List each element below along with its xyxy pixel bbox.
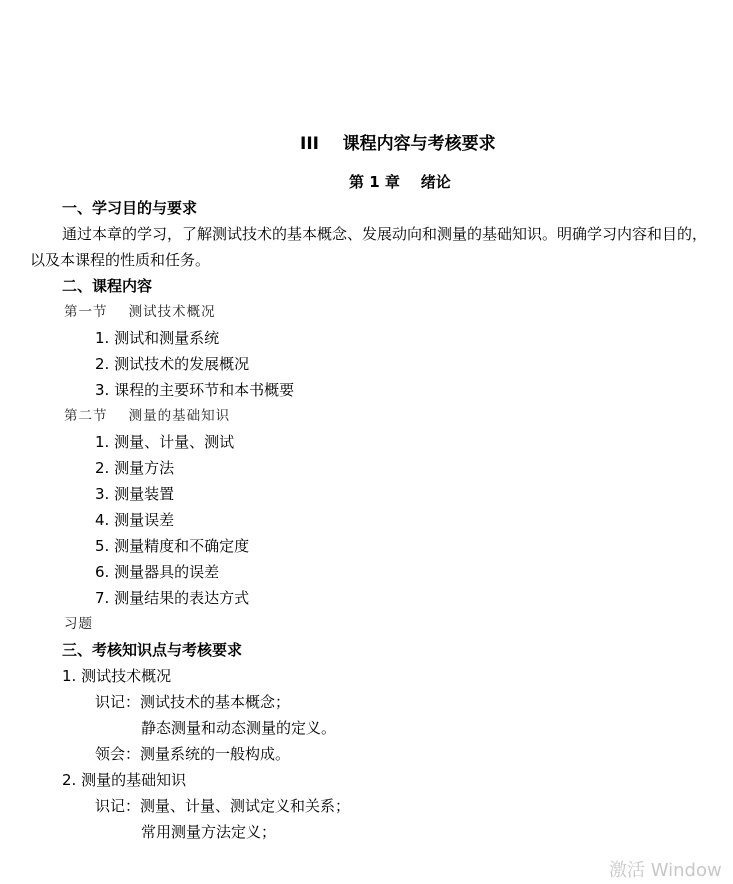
activate-windows-watermark: 激活 Window: [609, 860, 722, 881]
subsection-title-1: 第一节 测试技术概况: [64, 304, 216, 320]
list-item: 2. 测试技术的发展概况: [95, 355, 250, 373]
assessment-understand-line: 领会：测量系统的一般构成。: [95, 745, 291, 763]
list-item: 2. 测量方法: [95, 459, 175, 477]
list-item: 3. 课程的主要环节和本书概要: [95, 381, 295, 399]
part-title: III 课程内容与考核要求: [300, 134, 496, 154]
list-item: 4. 测量误差: [95, 511, 175, 529]
section-heading-content: 二、课程内容: [62, 277, 153, 295]
list-item: 5. 测量精度和不确定度: [95, 537, 250, 555]
chapter-title: 第 1 章 绪论: [349, 173, 451, 191]
section-heading-assessment: 三、考核知识点与考核要求: [62, 641, 243, 659]
list-item: 6. 测量器具的误差: [95, 563, 220, 581]
assessment-recall-line: 静态测量和动态测量的定义。: [141, 719, 337, 737]
list-item: 7. 测量结果的表达方式: [95, 589, 250, 607]
assessment-point-1-title: 1. 测试技术概况: [62, 667, 172, 685]
objectives-paragraph-line-2: 以及本课程的性质和任务。: [30, 251, 211, 269]
list-item: 1. 测试和测量系统: [95, 329, 220, 347]
section-heading-objectives: 一、学习目的与要求: [62, 199, 198, 217]
list-item: 1. 测量、计量、测试: [95, 433, 235, 451]
objectives-paragraph-line-1: 通过本章的学习，了解测试技术的基本概念、发展动向和测量的基础知识。明确学习内容和目的，: [62, 225, 708, 243]
assessment-recall-line: 常用测量方法定义；: [141, 823, 277, 841]
subsection-title-2: 第二节 测量的基础知识: [64, 408, 231, 424]
assessment-recall-line: 识记：测量、计量、测试定义和关系；: [95, 797, 351, 815]
assessment-point-2-title: 2. 测量的基础知识: [62, 771, 187, 789]
exercises-label: 习题: [64, 616, 93, 632]
list-item: 3. 测量装置: [95, 485, 175, 503]
assessment-recall-line: 识记：测试技术的基本概念；: [95, 693, 291, 711]
